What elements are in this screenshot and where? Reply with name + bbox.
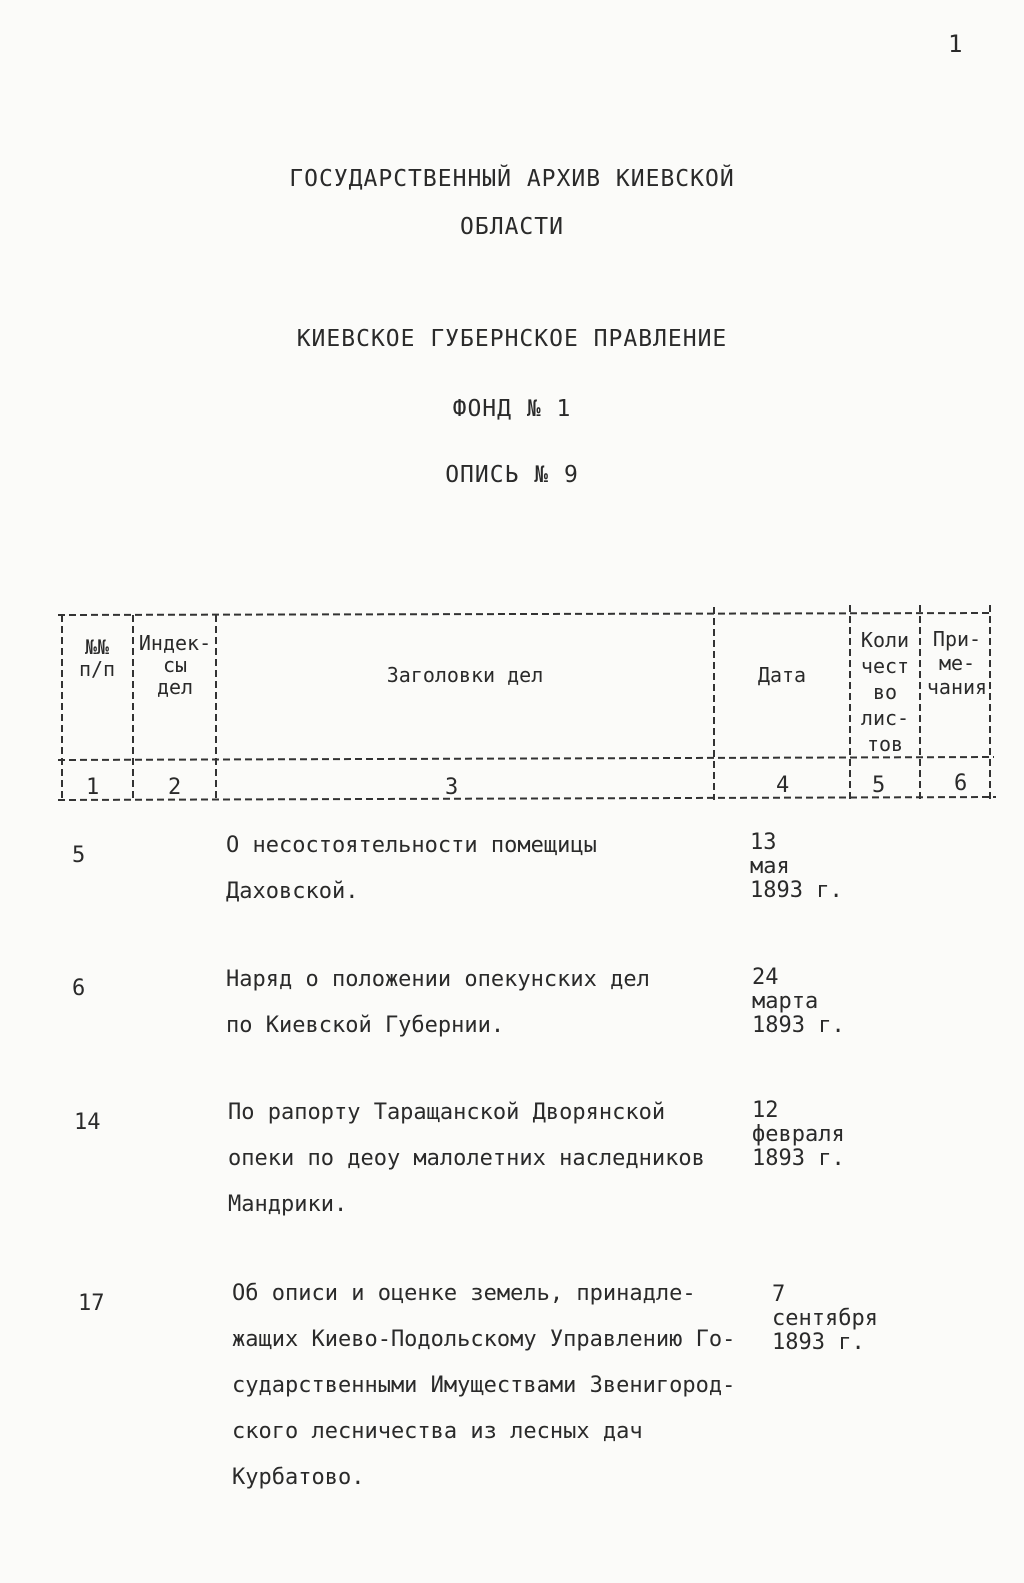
record-number: 6: [72, 976, 86, 1001]
record-number: 5: [72, 843, 86, 868]
table-header-divider: [58, 757, 994, 760]
institution-title: КИЕВСКОЕ ГУБЕРНСКОЕ ПРАВЛЕНИЕ: [296, 326, 728, 352]
record-title: Об описи и оценке земель, принадле- жащих Киево-Подольскому Управлению Го- сударственными Имуществами Звенигород- ского лесничества из лесных дач Курбатово.: [232, 1281, 736, 1490]
col-number: 5: [872, 773, 886, 798]
col-header-index: Индек- сы дел: [138, 631, 212, 699]
col-number: 3: [445, 775, 459, 800]
record-date: 7 сентября 1893 г.: [772, 1282, 878, 1355]
record-title: Наряд о положении опекунских дел по Киевской Губернии.: [226, 967, 650, 1038]
table-bottom-border: [58, 797, 996, 800]
opis-number: ОПИСЬ № 9: [445, 462, 579, 488]
archive-title-line2: ОБЛАСТИ: [460, 214, 564, 240]
col-number: 4: [776, 773, 790, 798]
record-date: 12 февраля 1893 г.: [752, 1098, 845, 1171]
table-top-border: [58, 613, 992, 615]
col-header-titles: Заголовки дел: [386, 663, 544, 687]
record-title: По рапорту Таращанской Дворянской опеки по деоу малолетних наследников Мандрики.: [228, 1100, 705, 1217]
col-number: 2: [168, 775, 182, 800]
page-number: 1: [948, 30, 963, 58]
fond-number: ФОНД № 1: [452, 396, 572, 422]
col-header-sheets: Коли чест во лис- тов: [860, 628, 910, 756]
col-number: 1: [86, 775, 100, 800]
record-title: О несостоятельности помещицы Даховской.: [226, 833, 597, 904]
record-number: 14: [74, 1110, 101, 1135]
col-header-notes: При- ме- чания: [926, 627, 988, 699]
record-number: 17: [78, 1291, 105, 1316]
col-header-date: Дата: [757, 663, 807, 687]
archive-title: ГОСУДАРСТВЕННЫЙ АРХИВ КИЕВСКОЙ: [289, 166, 735, 192]
col-header-number: №№ п/п: [78, 635, 116, 681]
col-number: 6: [954, 771, 968, 796]
record-date: 13 мая 1893 г.: [750, 830, 843, 903]
record-date: 24 марта 1893 г.: [752, 965, 845, 1038]
